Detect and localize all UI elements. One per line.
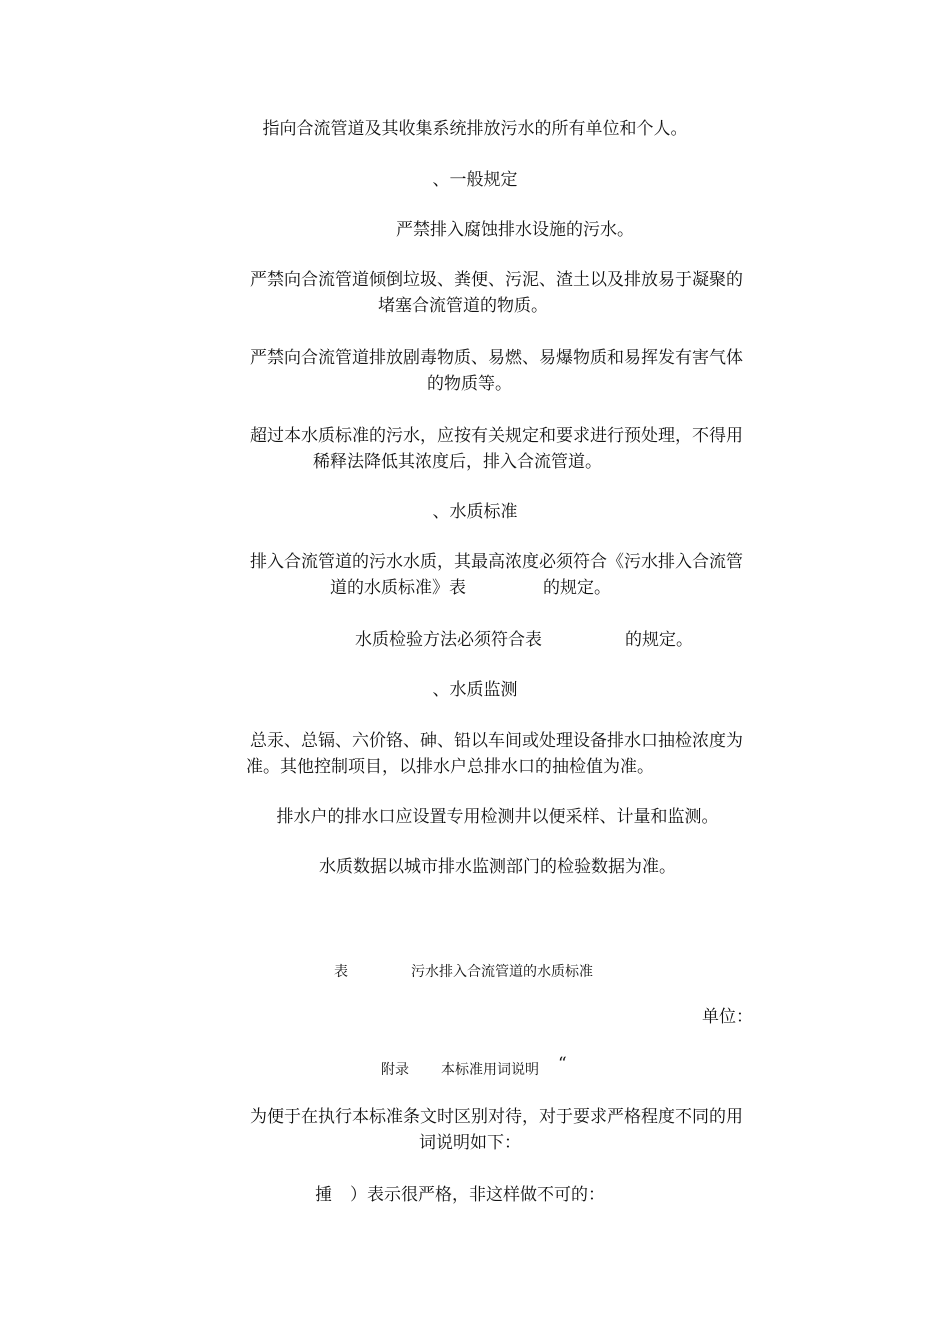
usage-item-text: ）表示很严格，非这样做不可的： bbox=[350, 1185, 605, 1205]
appendix-title: 本标准用词说明 bbox=[441, 1062, 539, 1078]
test-method-a: 水质检验方法必须符合表 bbox=[355, 630, 542, 650]
usage-intro-line1: 为便于在执行本标准条文时区别对待，对于要求严格程度不同的用 bbox=[250, 1107, 743, 1127]
rule-dumping-line2: 堵塞合流管道的物质。 bbox=[378, 296, 548, 316]
test-method-b: 的规定。 bbox=[625, 630, 693, 650]
appendix-label: 附录 bbox=[381, 1062, 409, 1078]
rule-toxic-line2: 的物质等。 bbox=[427, 374, 512, 394]
rule-pretreat-line1: 超过本水质标准的污水，应按有关规定和要求进行预处理，不得用 bbox=[250, 426, 743, 446]
section-heading-standard: 、水质标准 bbox=[432, 502, 518, 522]
monitor-line2: 准。其他控制项目，以排水户总排水口的抽检值为准。 bbox=[246, 757, 654, 777]
rule-toxic-line1: 严禁向合流管道排放剧毒物质、易燃、易爆物质和易挥发有害气体 bbox=[250, 348, 743, 368]
standard-line2-a: 道的水质标准》表 bbox=[330, 578, 466, 598]
appendix-quote-mark: “ bbox=[558, 1054, 567, 1074]
section-heading-monitor: 、水质监测 bbox=[432, 680, 518, 700]
monitor-well: 排水户的排水口应设置专用检测井以便采样、计量和监测。 bbox=[276, 807, 719, 827]
standard-line2-b: 的规定。 bbox=[543, 578, 611, 598]
standard-line1: 排入合流管道的污水水质，其最高浓度必须符合《污水排入合流管 bbox=[250, 552, 743, 572]
table-title: 污水排入合流管道的水质标准 bbox=[411, 964, 593, 980]
monitor-line1: 总汞、总镉、六价铬、砷、铅以车间或处理设备排水口抽检浓度为 bbox=[250, 731, 743, 751]
usage-intro-line2: 词说明如下： bbox=[419, 1133, 521, 1153]
rule-corrosive: 严禁排入腐蚀排水设施的污水。 bbox=[396, 220, 634, 240]
rule-dumping-line1: 严禁向合流管道倾倒垃圾、粪便、污泥、渣土以及排放易于凝聚的 bbox=[250, 270, 743, 290]
scope-paragraph: 指向合流管道及其收集系统排放污水的所有单位和个人。 bbox=[262, 119, 688, 139]
usage-item-char: 揰 bbox=[315, 1185, 332, 1205]
table-label: 表 bbox=[334, 964, 348, 980]
unit-label: 单位： bbox=[702, 1007, 753, 1027]
rule-pretreat-line2: 稀释法降低其浓度后，排入合流管道。 bbox=[313, 452, 602, 472]
section-heading-general: 、一般规定 bbox=[432, 170, 518, 190]
monitor-data: 水质数据以城市排水监测部门的检验数据为准。 bbox=[319, 857, 676, 877]
